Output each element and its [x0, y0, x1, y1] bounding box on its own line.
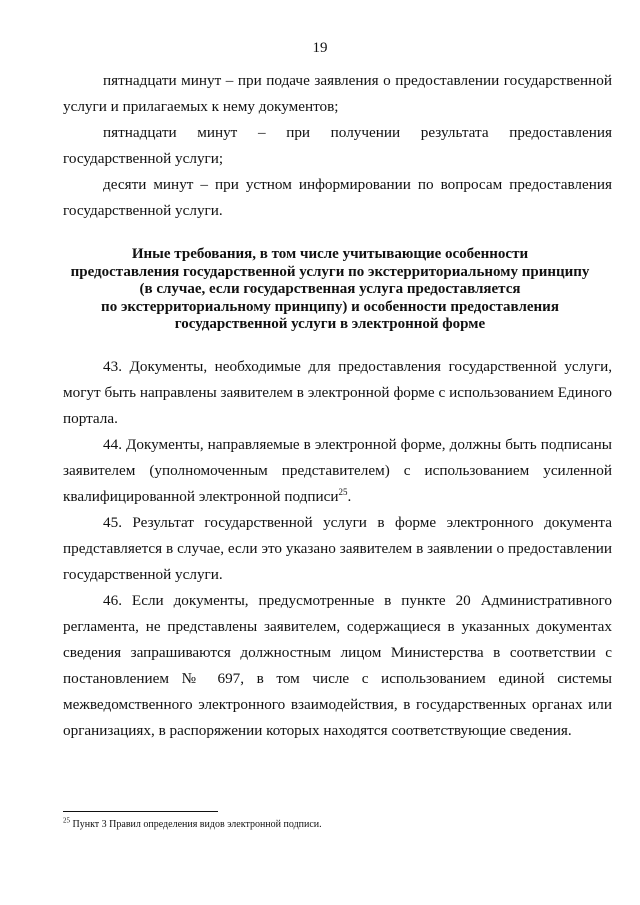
section-heading-line: государственной услуги в электронной форме: [174, 316, 486, 332]
footnote-reference: 25: [338, 486, 348, 497]
section-heading-line: (в случае, если государственная услуга предоставляется: [139, 281, 521, 297]
paragraph-result-time: пятнадцати минут – при получении результата предоставления государственной услуги;: [63, 124, 612, 167]
paragraph-44-text: 44. Документы, направляемые в электронной форме, должны быть подписаны заявителем (уполномоченным представителем) с использованием усиленной квалифицированной электронной подписи: [63, 436, 612, 505]
page-number: 19: [312, 40, 328, 56]
section-heading-line: предоставления государственной услуги по экстерриториальному принципу: [70, 263, 590, 280]
footnote: [63, 816, 623, 831]
section-heading-line: Иные требования, в том числе учитывающие особенности: [131, 246, 529, 262]
paragraph-43: 43. Документы, необходимые для предоставления государственной услуги, могут быть направлены заявителем в электронной форме с использованием Единого портала.: [63, 358, 612, 427]
top-paragraphs: [63, 68, 612, 224]
footnote-number: 25: [63, 816, 70, 825]
section-heading-line: по экстерриториальному принципу) и особенности предоставления: [101, 298, 559, 315]
paragraph-submission-time: пятнадцати минут – при подаче заявления о предоставлении государственной услуги и прилагаемых к нему документов;: [63, 72, 612, 115]
paragraph-45: 45. Результат государственной услуги в форме электронного документа представляется в случае, если это указано заявителем в заявлении о предоставлении государственной услуги.: [63, 514, 612, 583]
paragraph-44: [63, 432, 612, 510]
section-heading: [60, 246, 600, 334]
paragraph-informing-time: десяти минут – при устном информировании по вопросам предоставления государственной услуги.: [63, 176, 612, 219]
numbered-paragraphs: [63, 354, 612, 744]
footnote-separator: [63, 811, 218, 812]
paragraph-46: 46. Если документы, предусмотренные в пункте 20 Административного регламента, не представлены заявителем, содержащиеся в указанных документах сведения запрашиваются должностным лицом Министерства в соответствии с постановлением № 697, в том числе с использованием единой системы межведомственного электронного взаимодействия, в государственных органах или организациях, в распоряжении которых находятся соответствующие сведения.: [63, 592, 612, 739]
paragraph-44-end: .: [347, 488, 352, 505]
footnote-text: Пункт 3 Правил определения видов электронной подписи.: [72, 819, 322, 830]
